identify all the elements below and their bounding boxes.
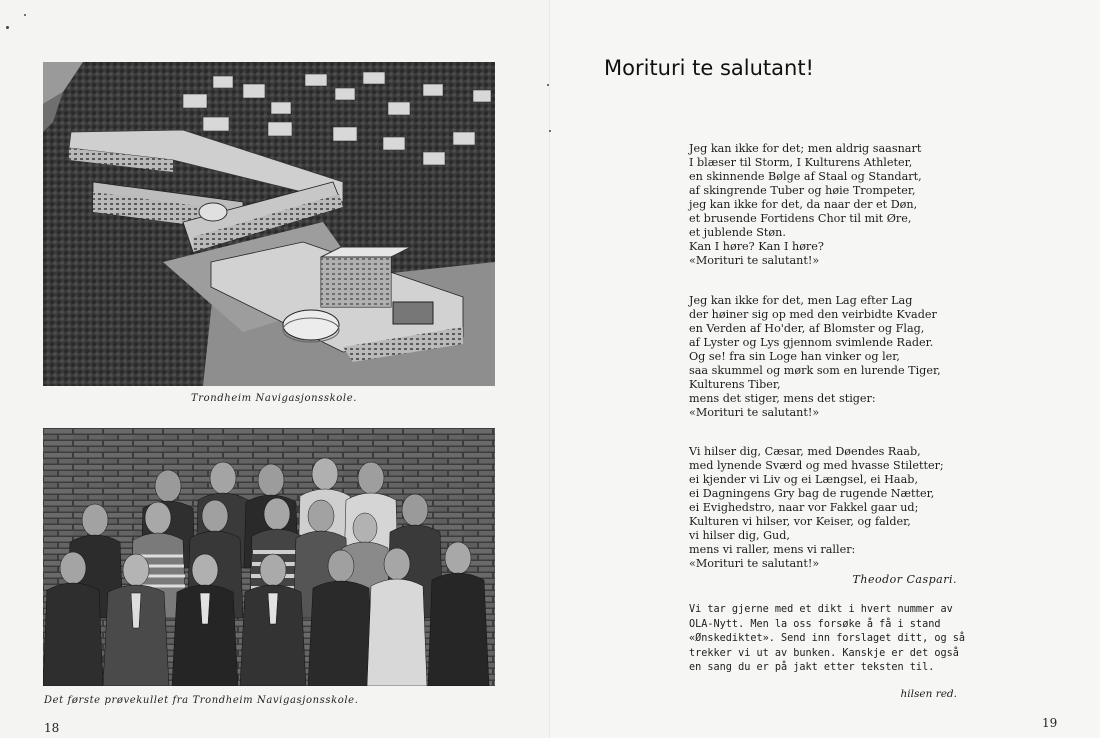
poem-line: der høiner sig op med den veirbidte Kvader [689, 308, 937, 322]
note-line: Vi tar gjerne med et dikt i hvert nummer av [689, 604, 953, 615]
poem-line: ei Evighedstro, naar vor Fakkel gaar ud; [689, 501, 919, 515]
poem-line: en skinnende Bølge af Staal og Standart, [689, 170, 922, 184]
poem-line: af skingrende Tuber og høie Trompeter, [689, 184, 916, 198]
poem-line: I blæser til Storm, I Kulturens Athleter, [689, 156, 913, 170]
poem-line: Vi hilser dig, Cæsar, med Døendes Raab, [689, 445, 921, 458]
group-photo-drawing [43, 428, 495, 686]
class-group-photo [43, 428, 495, 686]
poem-line: med lynende Sværd og med hvasse Stiletter; [689, 459, 944, 473]
poem-line: ei Dagningens Gry bag de rugende Nætter, [689, 487, 935, 501]
poem-line: Kulturens Tiber, [689, 378, 781, 392]
poem-line: Kan I høre? Kan I høre? [689, 240, 824, 254]
page-number-left: 18 [44, 721, 60, 735]
poem-line: en Verden af Ho'der, af Blomster og Flag, [689, 322, 925, 336]
poem-line: Kulturen vi hilser, vor Keiser, og falder, [689, 515, 911, 529]
print-speck [24, 14, 26, 16]
note-line: OLA-Nytt. Men la oss forsøke å få i stand [689, 618, 941, 630]
aerial-school-photo [43, 62, 495, 386]
poem-line: Og se! fra sin Loge han vinker og ler, [689, 350, 900, 364]
aerial-photo-drawing [43, 62, 495, 386]
poem-line: jeg kan ikke for det, da naar der et Døn, [689, 198, 918, 212]
poem-line: vi hilser dig, Gud, [689, 529, 790, 543]
note-line: «Ønskediktet». Send inn forslaget ditt, og så [689, 633, 966, 645]
poem-line: «Morituri te salutant!» [689, 254, 820, 268]
poem-line: ei kjender vi Liv og ei Længsel, ei Haab, [689, 473, 918, 487]
poem-line: et jublende Støn. [689, 226, 786, 240]
poem-stanza-3 [689, 445, 959, 571]
page-number-right: 19 [1042, 716, 1058, 730]
poem-line: Jeg kan ikke for det, men Lag efter Lag [689, 294, 913, 307]
print-speck [549, 130, 551, 132]
poem-line: saa skummel og mørk som en lurende Tiger, [689, 364, 941, 378]
editor-note [689, 603, 966, 676]
note-line: en sang du er på jakt etter teksten til. [689, 662, 935, 674]
poem-line: «Morituri te salutant!» [689, 557, 820, 571]
poem-line: «Morituri te salutant!» [689, 406, 820, 420]
poem-stanza-1 [689, 142, 959, 268]
editor-signoff: hilsen red. [900, 688, 957, 700]
poem-stanza-2 [689, 294, 959, 420]
poem-title: Morituri te salutant! [604, 56, 814, 80]
poem-line: et brusende Fortidens Chor til mit Øre, [689, 212, 912, 226]
poem-line: mens det stiger, mens det stiger: [689, 392, 876, 406]
poem-line: mens vi raller, mens vi raller: [689, 543, 856, 557]
poem-line: af Lyster og Lys gjennom svimlende Rader. [689, 336, 934, 350]
poem-author: Theodor Caspari. [852, 573, 957, 586]
poem-line: Jeg kan ikke for det; men aldrig saasnart [689, 142, 922, 155]
aerial-photo-caption: Trondheim Navigasjonsskole. [191, 393, 357, 404]
note-line: trekker vi ut av bunken. Kanskje er det også [689, 647, 959, 659]
print-speck [547, 84, 549, 86]
group-photo-caption: Det første prøvekullet fra Trondheim Navigasjonsskole. [44, 695, 359, 706]
print-speck [6, 26, 9, 29]
